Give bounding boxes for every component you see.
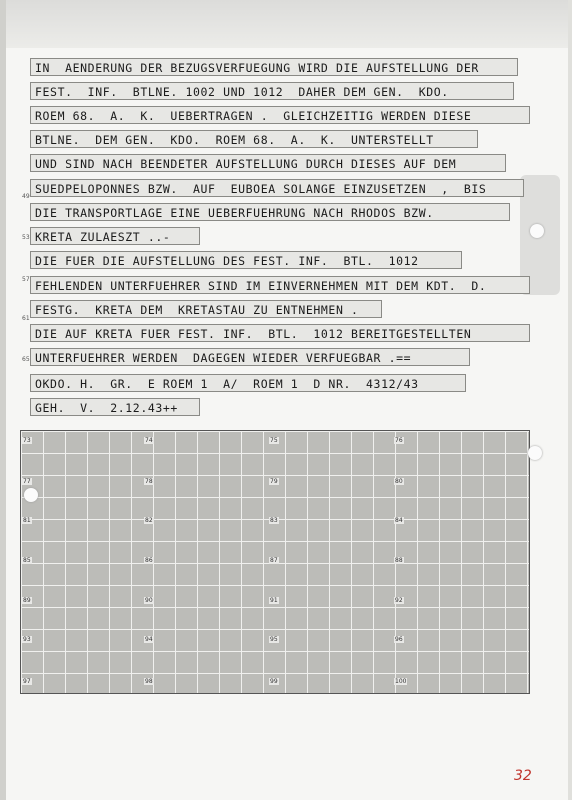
telex-line: KRETA ZULAESZT ..- (30, 227, 200, 245)
telex-line: DIE AUF KRETA FUER FEST. INF. BTL. 1012 BEREITGESTELLTEN (30, 324, 530, 342)
telex-line: DIE FUER DIE AUFSTELLUNG DES FEST. INF. BTL. 1012 (30, 251, 462, 269)
grid-number: 94 (145, 636, 153, 643)
telex-line: ROEM 68. A. K. UEBERTRAGEN . GLEICHZEITIG WERDEN DIESE (30, 106, 530, 124)
grid-number: 98 (145, 678, 153, 685)
punch-hole (530, 224, 544, 238)
telex-line: FEHLENDEN UNTERFUEHRER SIND IM EINVERNEHMEN MIT DEM KDT. D. (30, 276, 530, 294)
punch-hole (24, 488, 38, 502)
grid-number: 81 (23, 517, 31, 524)
margin-line-number: 53 (22, 234, 30, 241)
grid-number: 91 (270, 597, 278, 604)
grid-number: 77 (23, 478, 31, 485)
grid-number: 82 (145, 517, 153, 524)
grid-number: 99 (270, 678, 278, 685)
telex-line: IN AENDERUNG DER BEZUGSVERFUEGUNG WIRD DIE AUFSTELLUNG DER (30, 58, 518, 76)
telex-message (30, 58, 542, 430)
margin-line-number: 57 (22, 276, 30, 283)
telex-line: DIE TRANSPORTLAGE EINE UEBERFUEHRUNG NACH RHODOS BZW. (30, 203, 510, 221)
grid-number: 83 (270, 517, 278, 524)
grid-number: 79 (270, 478, 278, 485)
grid-number: 86 (145, 557, 153, 564)
grid-number: 75 (270, 437, 278, 444)
telex-line: UNTERFUEHRER WERDEN DAGEGEN WIEDER VERFUEGBAR .== (30, 348, 470, 366)
grid-number: 90 (145, 597, 153, 604)
grid-number: 73 (23, 437, 31, 444)
grid-number: 93 (23, 636, 31, 643)
margin-line-number: 61 (22, 315, 30, 322)
telex-line: SUEDPELOPONNES BZW. AUF EUBOEA SOLANGE EINZUSETZEN , BIS (30, 179, 524, 197)
grid-number: 80 (395, 478, 403, 485)
page-number: 32 (514, 768, 532, 784)
grid-number: 88 (395, 557, 403, 564)
telex-line: UND SIND NACH BEENDETER AUFSTELLUNG DURCH DIESES AUF DEM (30, 154, 506, 172)
grid-number: 74 (145, 437, 153, 444)
grid-number: 84 (395, 517, 403, 524)
grid-number: 100 (395, 678, 407, 685)
scan-left-edge (0, 0, 6, 800)
scan-top-shadow (0, 0, 572, 48)
grid-number: 96 (395, 636, 403, 643)
grid-number: 78 (145, 478, 153, 485)
grid-number: 95 (270, 636, 278, 643)
grid-number: 76 (395, 437, 403, 444)
grid-number: 87 (270, 557, 278, 564)
margin-line-number: 65 (22, 356, 30, 363)
telex-line: FEST. INF. BTLNE. 1002 UND 1012 DAHER DEM GEN. KDO. (30, 82, 514, 100)
margin-line-number: 49 (22, 193, 30, 200)
telex-line: BTLNE. DEM GEN. KDO. ROEM 68. A. K. UNTERSTELLT (30, 130, 478, 148)
telex-line: GEH. V. 2.12.43++ (30, 398, 200, 416)
grid-number: 92 (395, 597, 403, 604)
grid-number: 85 (23, 557, 31, 564)
grid-number: 89 (23, 597, 31, 604)
punch-hole (528, 446, 542, 460)
scan-right-edge (568, 0, 572, 800)
telex-line: OKDO. H. GR. E ROEM 1 A/ ROEM 1 D NR. 4312/43 (30, 374, 466, 392)
grid-number: 97 (23, 678, 31, 685)
telex-line: FESTG. KRETA DEM KRETASTAU ZU ENTNEHMEN . (30, 300, 382, 318)
